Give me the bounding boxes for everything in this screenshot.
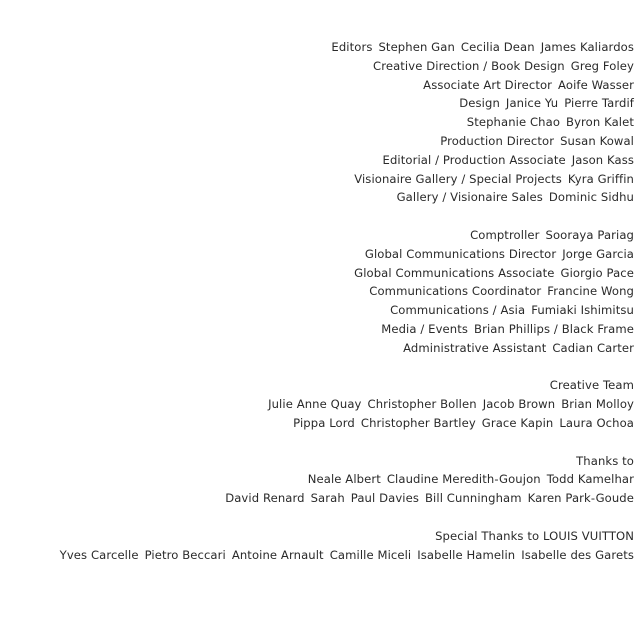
credit-name: Giorgio Pace <box>560 265 634 280</box>
credit-name: Cecilia Dean <box>460 40 535 54</box>
credit-name: Claudine Meredith-Goujon <box>386 472 541 487</box>
section-heading <box>0 376 634 395</box>
credit-line <box>0 226 634 245</box>
credit-role: Editorial / Production Associate <box>382 152 566 167</box>
credit-line <box>0 170 634 189</box>
special-thanks-section <box>0 527 634 565</box>
credit-name: James Kaliardos <box>540 40 634 54</box>
credit-name: Todd Kamelhar <box>546 472 634 487</box>
credit-line <box>0 132 634 151</box>
credit-role: Gallery / Visionaire Sales <box>396 190 543 205</box>
credits-page <box>0 38 634 564</box>
credit-line <box>0 320 634 339</box>
credit-line <box>0 489 634 508</box>
credit-role: Comptroller <box>470 227 540 242</box>
credit-name: Yves Carcelle <box>59 547 139 562</box>
credit-name: Jason Kass <box>571 152 634 167</box>
credit-name: Fumiaki Ishimitsu <box>531 303 634 318</box>
thanks-heading: Thanks to <box>576 453 634 468</box>
section-spacer <box>0 207 634 226</box>
credit-role: Production Director <box>440 133 555 148</box>
credit-line <box>0 94 634 113</box>
business-section <box>0 226 634 358</box>
credit-line <box>0 395 634 414</box>
credit-name: Laura Ochoa <box>559 415 634 430</box>
credit-line <box>0 339 634 358</box>
credit-name: Greg Foley <box>570 58 634 73</box>
credit-name: Pippa Lord <box>293 415 355 430</box>
credit-line <box>0 113 634 132</box>
credit-name: Christopher Bollen <box>367 397 477 412</box>
section-spacer <box>0 358 634 377</box>
credit-name: Brian Molloy <box>561 397 634 412</box>
credit-name: Dominic Sidhu <box>548 190 634 205</box>
credit-name: Kyra Griffin <box>567 171 634 186</box>
credit-name: Cadian Carter <box>552 340 634 355</box>
masthead-section <box>0 38 634 207</box>
credit-name: Isabelle Hamelin <box>417 547 516 562</box>
credit-name: Jorge Garcia <box>562 246 634 261</box>
credit-name: Bill Cunningham <box>425 491 522 506</box>
credit-name: Paul Davies <box>350 491 419 506</box>
credit-role: Administrative Assistant <box>403 340 547 355</box>
credit-line <box>0 301 634 320</box>
credit-name: David Renard <box>225 491 305 506</box>
credit-name: Jacob Brown <box>482 397 556 412</box>
credit-name: Francine Wong <box>547 284 634 299</box>
credit-line <box>0 414 634 433</box>
credit-name: Janice Yu <box>505 96 559 111</box>
credit-name: Brian Phillips / Black Frame <box>474 321 634 336</box>
credit-role: Visionaire Gallery / Special Projects <box>354 171 562 186</box>
credit-name: Camille Miceli <box>329 547 412 562</box>
credit-name: Julie Anne Quay <box>268 397 362 412</box>
credit-name: Stephen Gan <box>378 40 455 54</box>
section-spacer <box>0 433 634 452</box>
credit-name: Neale Albert <box>307 472 381 487</box>
credit-line <box>0 470 634 489</box>
credit-name: Christopher Bartley <box>360 415 476 430</box>
credit-line <box>0 151 634 170</box>
credit-role: Communications Coordinator <box>369 284 542 299</box>
credit-line <box>0 57 634 76</box>
credit-name: Aoife Wasser <box>558 77 634 92</box>
credit-name: Susan Kowal <box>560 133 634 148</box>
credit-role: Editors <box>331 40 373 54</box>
credit-name: Byron Kalet <box>566 115 634 130</box>
credit-name: Pietro Beccari <box>144 547 226 562</box>
credit-role: Associate Art Director <box>423 77 553 92</box>
credit-name: Pierre Tardif <box>564 96 634 111</box>
credit-name: Isabelle des Garets <box>521 547 634 562</box>
credit-name: Karen Park-Goude <box>527 491 634 506</box>
section-spacer <box>0 508 634 527</box>
credit-role: Global Communications Director <box>364 246 557 261</box>
credit-line <box>0 188 634 207</box>
creative-team-heading: Creative Team <box>549 378 634 393</box>
credit-role: Communications / Asia <box>390 303 526 318</box>
credit-role: Media / Events <box>381 321 469 336</box>
credit-name: Sarah <box>310 491 345 506</box>
credit-line <box>0 264 634 283</box>
credit-line <box>0 546 634 565</box>
special-thanks-heading: Special Thanks to LOUIS VUITTON <box>435 528 634 543</box>
credit-line <box>0 282 634 301</box>
credit-line <box>0 76 634 95</box>
credit-name: Sooraya Pariag <box>545 227 634 242</box>
credit-name: Stephanie Chao <box>466 115 561 130</box>
section-heading <box>0 527 634 546</box>
credit-name: Antoine Arnault <box>231 547 324 562</box>
creative-team-section <box>0 376 634 432</box>
credit-role: Global Communications Associate <box>354 265 555 280</box>
credit-line <box>0 245 634 264</box>
credit-line <box>0 38 634 57</box>
section-heading <box>0 452 634 471</box>
credit-role: Creative Direction / Book Design <box>373 58 565 73</box>
credit-role: Design <box>459 96 500 111</box>
credit-name: Grace Kapin <box>481 415 554 430</box>
thanks-section <box>0 452 634 508</box>
